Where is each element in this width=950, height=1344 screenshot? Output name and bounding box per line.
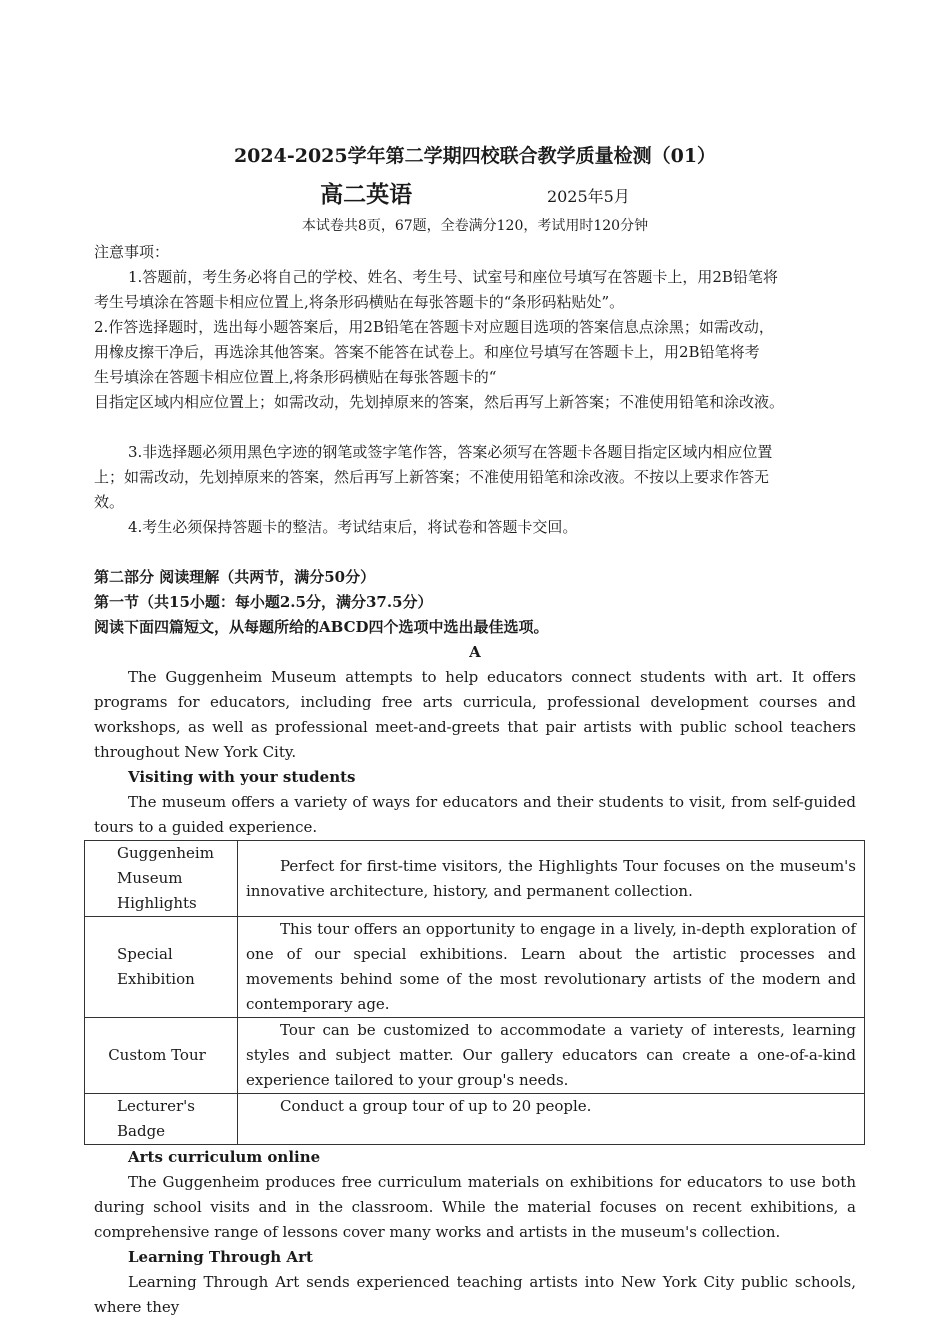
table-row [85, 1018, 865, 1094]
tour-description: Perfect for first-time visitors, the Highlights Tour focuses on the museum's innovative architecture, history, and permanent collection. [238, 841, 865, 917]
learning-text: Learning Through Art sends experienced teaching artists into New York City public schools, where they [94, 1273, 856, 1316]
notice-item-1-cont: 考生号填涂在答题卡相应位置上,将条形码横贴在每张答题卡的“条形码粘贴处”。 [94, 293, 625, 311]
tour-name: Lecturer's Badge [117, 1097, 195, 1140]
subject-title: 高二英语 [320, 181, 413, 208]
notice-item-2-cont: 目指定区域内相应位置上；如需改动，先划掉原来的答案，然后再写上新答案；不准使用铅笔和涂改液。 [94, 393, 785, 411]
visiting-text: The museum offers a variety of ways for educators and their students to visit, from self-guided tours to a guided experience. [94, 793, 856, 836]
visiting-heading: Visiting with your students [128, 768, 356, 786]
tour-description: Conduct a group tour of up to 20 people. [238, 1094, 865, 1145]
table-row [85, 917, 865, 1018]
tour-description: This tour offers an opportunity to engage in a lively, in-depth exploration of one of our special exhibitions. Learn about the artistic processes and movements behind some of the most revolutionary artists of the modern and contemporary age. [238, 917, 865, 1018]
notice-item-3-cont: 效。 [94, 493, 125, 511]
passage-intro: The Guggenheim Museum attempts to help educators connect students with art. It offers programs for educators, including free arts curricula, professional development courses and workshops, as well as professional meet-and-greets that pair artists with public school teachers throughout New York City. [94, 668, 856, 761]
blank-line [94, 540, 856, 565]
curriculum-heading: Arts curriculum online [128, 1148, 321, 1166]
tour-name: Special Exhibition [117, 945, 195, 988]
tour-name: Guggenheim Museum Highlights [117, 844, 214, 912]
tour-name: Custom Tour [108, 1046, 206, 1064]
subject-row [94, 176, 856, 214]
notice-item-4: 4.考生必须保持答题卡的整洁。考试结束后，将试卷和答题卡交回。 [128, 518, 578, 536]
section-instruction: 阅读下面四篇短文，从每题所给的ABCD四个选项中选出最佳选项。 [94, 618, 549, 636]
table-row [85, 841, 865, 917]
part-title: 第二部分 阅读理解（共两节，满分50分） [94, 568, 376, 586]
page-content [94, 140, 856, 1320]
notice-item-2-cont: 生号填涂在答题卡相应位置上,将条形码横贴在每张答题卡的“ [94, 368, 497, 386]
tour-description: Tour can be customized to accommodate a variety of interests, learning styles and subject matter. Our gallery educators can create a one-of-a-kind experience tailored to your group's needs. [238, 1018, 865, 1094]
blank-line [94, 415, 856, 440]
tours-table [84, 840, 865, 1145]
notice-item-2-cont: 用橡皮擦干净后，再选涂其他答案。答案不能答在试卷上。和座位号填写在答题卡上，用2B铅笔将考 [94, 343, 760, 361]
exam-date: 2025年5月 [546, 187, 630, 206]
notice-item-3: 3.非选择题必须用黑色字迹的钢笔或签字笔作答，答案必须写在答题卡各题目指定区域内相应位置 [128, 443, 773, 461]
notice-heading: 注意事项： [94, 243, 170, 261]
subsection-title: 第一节（共15小题：每小题2.5分，满分37.5分） [94, 593, 433, 611]
tour-name-cell [85, 1094, 238, 1145]
curriculum-text: The Guggenheim produces free curriculum materials on exhibitions for educators to use both during school visits and in the classroom. While the material focuses on recent exhibitions, a comprehensive range of lessons cover many works and artists in the museum's collection. [94, 1173, 856, 1241]
passage-label: A [469, 643, 481, 661]
exam-title: 2024-2025学年第二学期四校联合教学质量检测（01） [233, 145, 717, 167]
learning-heading: Learning Through Art [128, 1248, 313, 1266]
tour-name-cell [85, 841, 238, 917]
notice-item-2: 2.作答选择题时，选出每小题答案后，用2B铅笔在答题卡对应题目选项的答案信息点涂黑；如需改动， [94, 318, 774, 336]
notice-item-1: 1.答题前，考生务必将自己的学校、姓名、考生号、试室号和座位号填写在答题卡上，用2B铅笔将 [128, 268, 778, 286]
notice-item-3-cont: 上；如需改动，先划掉原来的答案，然后再写上新答案；不准使用铅笔和涂改液。不按以上要求作答无 [94, 468, 770, 486]
table-row [85, 1094, 865, 1145]
tour-name-cell [85, 917, 238, 1018]
tour-name-cell [85, 1018, 238, 1094]
exam-info: 本试卷共8页，67题，全卷满分120，考试用时120分钟 [301, 218, 649, 234]
